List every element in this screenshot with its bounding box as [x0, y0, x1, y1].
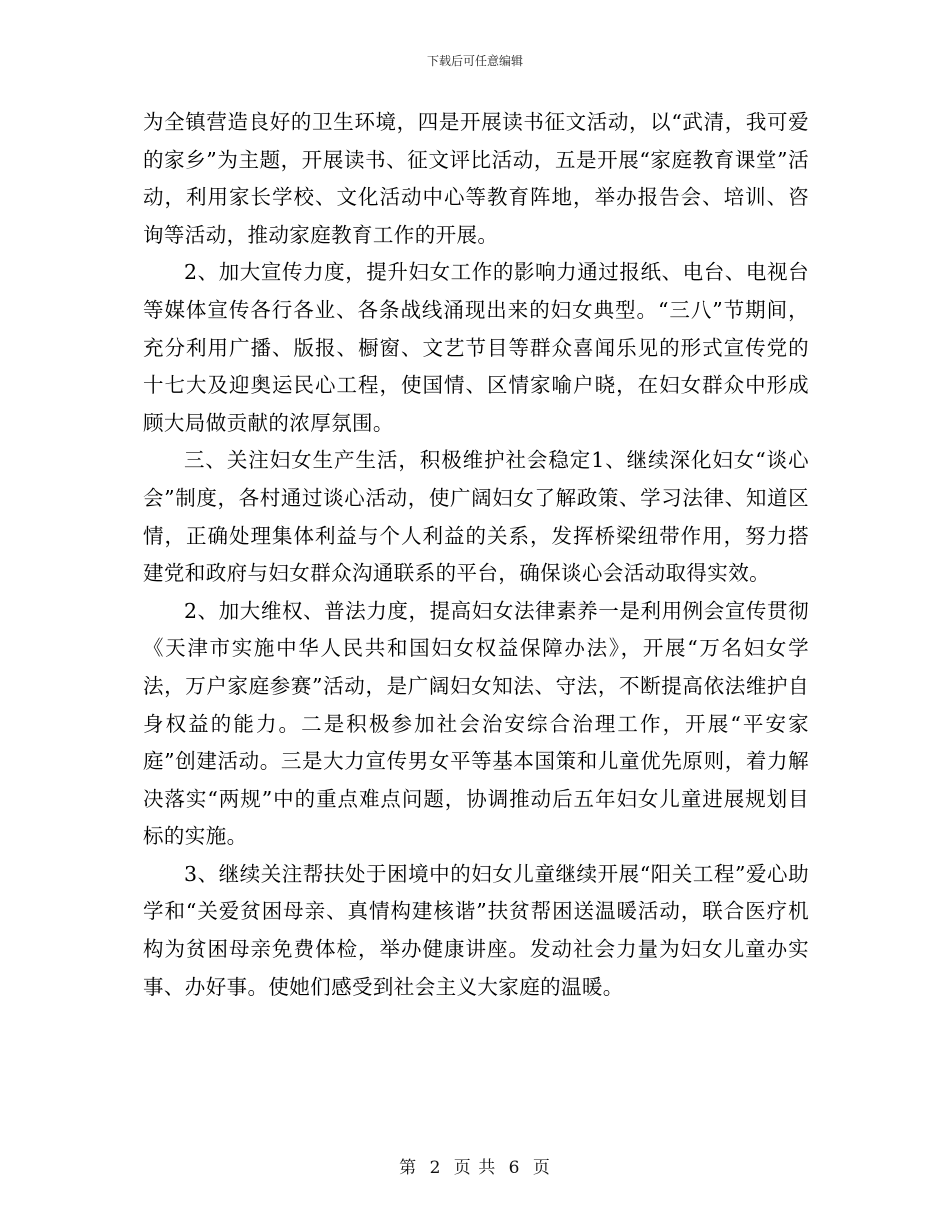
paragraph-5: 3、继续关注帮扶处于困境中的妇女儿童继续开展“阳关工程”爱心助学和“关爱贫困母亲、真情构建核谐”扶贫帮困送温暖活动，联合医疗机构为贫困母亲免费体检，举办健康讲座。发动社会力量为妇女儿童办实事、办好事。使她们感受到社会主义大家庭的温暖。 — [143, 861, 809, 999]
paragraph-1: 为全镇营造良好的卫生环境，四是开展读书征文活动，以“武清，我可爱的家乡”为主题，开展读书、征文评比活动，五是开展“家庭教育课堂”活动，利用家长学校、文化活动中心等教育阵地，举办报告会、培训、咨询等活动，推动家庭教育工作的开展。 — [143, 110, 809, 247]
footer-middle: 页 共 — [453, 1158, 497, 1178]
current-page-number: 2 — [429, 1158, 442, 1178]
paragraph-4: 2、加大维权、普法力度，提高妇女法律素养一是利用例会宣传贯彻《天津市实施中华人民共和国妇女权益保障办法》，开展“万名妇女学法，万户家庭参赛”活动，是广阔妇女知法、守法，不断提高依法维护自身权益的能力。二是积极参加社会治安综合治理工作，开展“平安家庭”创建活动。三是大力宣传男女平等基本国策和儿童优先原则，着力解决落实“两规”中的重点难点问题，协调推动后五年妇女儿童进展规划目标的实施。 — [143, 598, 809, 849]
page-footer — [0, 1153, 950, 1178]
paragraph-2: 2、加大宣传力度，提升妇女工作的影响力通过报纸、电台、电视台等媒体宣传各行各业、各条战线涌现出来的妇女典型。“三八”节期间，充分利用广播、版报、橱窗、文艺节目等群众喜闻乐见的形式宣传党的十七大及迎奥运民心工程，使国情、区情家喻户晓，在妇女群众中形成顾大局做贡献的浓厚氛围。 — [143, 260, 809, 435]
document-body — [143, 104, 809, 1006]
page-header: 下载后可任意编辑 — [426, 54, 523, 68]
footer-suffix: 页 — [532, 1158, 551, 1178]
footer-prefix: 第 — [399, 1158, 418, 1178]
total-page-count: 6 — [508, 1158, 521, 1178]
paragraph-3: 三、关注妇女生产生活，积极维护社会稳定1、继续深化妇女“谈心会”制度，各村通过谈心活动，使广阔妇女了解政策、学习法律、知道区情，正确处理集体利益与个人利益的关系，发挥桥梁纽带作用，努力搭建党和政府与妇女群众沟通联系的平台，确保谈心会活动取得实效。 — [143, 448, 809, 586]
